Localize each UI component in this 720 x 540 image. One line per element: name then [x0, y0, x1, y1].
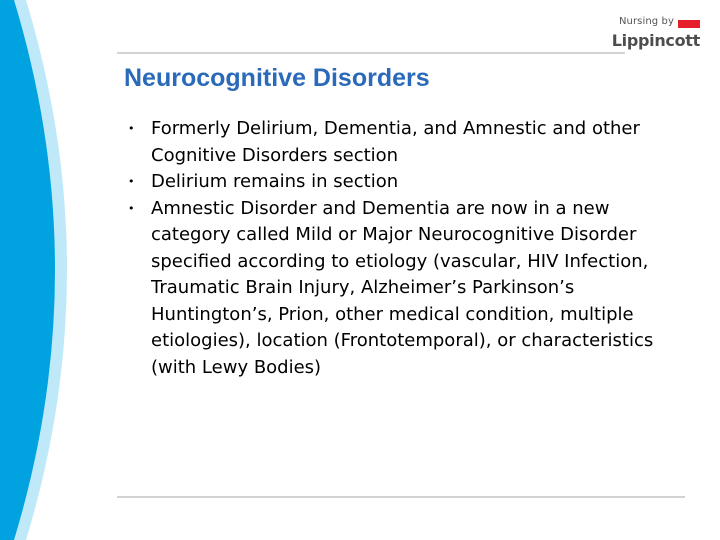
bullet-dot-icon: •	[128, 175, 135, 188]
bullet-text: Delirium remains in section	[151, 171, 399, 192]
slide-title: Neurocognitive Disorders	[124, 64, 430, 92]
publisher-logo	[608, 16, 700, 56]
bullet-text: Amnestic Disorder and Dementia are now in a new category called Mild or Major Neurocognitive Disorder specified according to etiology (vascular, HIV Infection, Traumatic Brain Injury, Alzheimer’s Parkinson’s Huntington’s, Prion, other medical condition, multiple etiologies), location (Frontotemporal), or characteristics (with Lewy Bodies)	[151, 197, 654, 378]
bullet-item	[124, 196, 680, 382]
top-divider	[117, 52, 625, 54]
bullet-dot-icon: •	[128, 201, 135, 215]
logo-red-mark	[678, 20, 700, 28]
bullet-list	[124, 116, 680, 381]
logo-tagline: Nursing by	[618, 16, 674, 27]
bullet-item	[124, 116, 680, 169]
bottom-divider	[117, 496, 685, 498]
logo-wordmark: Lippincott	[611, 31, 700, 50]
bullet-dot-icon: •	[128, 122, 135, 135]
decorative-left-arc	[0, 0, 110, 540]
bullet-text: Formerly Delirium, Dementia, and Amnestic and other Cognitive Disorders section	[151, 118, 640, 166]
bullet-item	[124, 169, 680, 196]
